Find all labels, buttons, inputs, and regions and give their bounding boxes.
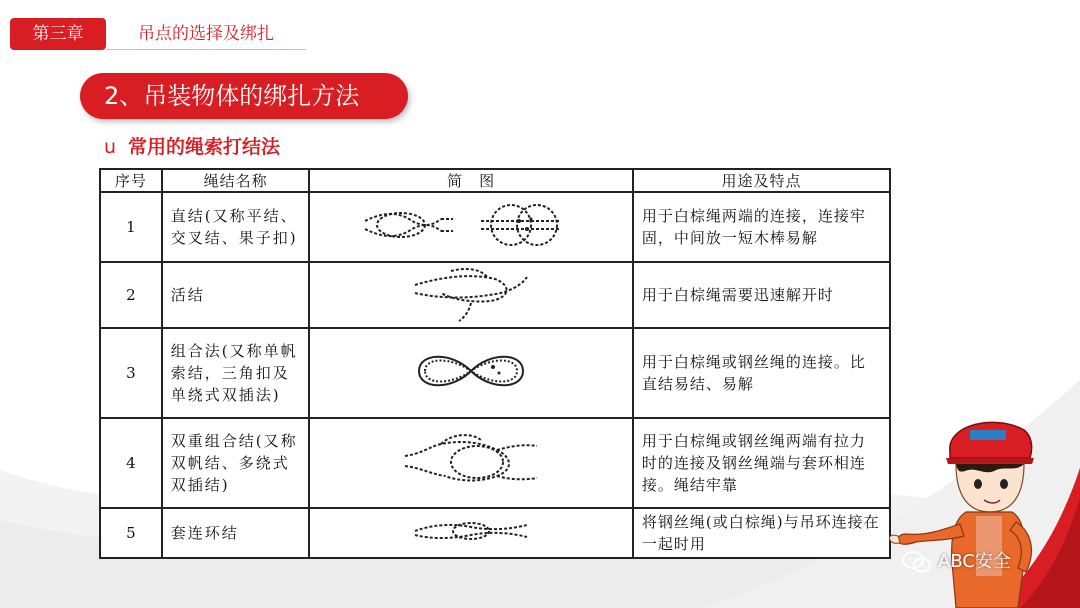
table-row [100,418,890,508]
square-knot-icon [361,199,581,251]
section-title: 2、吊装物体的绑扎方法 [80,73,408,119]
ring-hitch-icon [411,517,531,545]
knot-name: 双重组合结(又称双帆结、多绕式双插结) [162,418,310,508]
header-usage: 用途及特点 [633,169,890,192]
subheading-text: 常用的绳索打结法 [128,136,281,158]
knot-diagram-cell [309,262,633,328]
knot-name: 套连环结 [162,508,310,558]
knot-table [99,168,891,559]
header-diagram: 简 图 [309,169,633,192]
header-knot-name: 绳结名称 [162,169,310,192]
subheading [104,132,280,162]
knot-usage: 用于白棕绳或钢丝绳的连接。比直结易结、易解 [633,328,890,418]
chapter-title: 吊点的选择及绑扎 [138,24,274,44]
chapter-tag: 第三章 [10,18,106,50]
row-number: 3 [100,328,162,418]
knot-name: 直结(又称平结、交叉结、果子扣) [162,192,310,262]
sheet-bend-icon [411,343,531,399]
table-row [100,508,890,558]
knot-diagram-cell [309,328,633,418]
knot-usage: 用于白棕绳或钢丝绳两端有拉力时的连接及钢丝绳端与套环相连接。绳结牢靠 [633,418,890,508]
watermark-text: ABC安全 [938,551,1011,572]
table-header-row [100,169,890,192]
knot-usage: 将钢丝绳(或白棕绳)与吊环连接在一起时用 [633,508,890,558]
row-number: 5 [100,508,162,558]
knot-diagram-cell [309,418,633,508]
table-row [100,192,890,262]
chapter-divider [106,49,306,50]
knot-diagram-cell [309,508,633,558]
table-row [100,262,890,328]
knot-diagram-cell [309,192,633,262]
knot-name: 组合法(又称单帆索结，三角扣及单绕式双插法) [162,328,310,418]
table-row [100,328,890,418]
knot-usage: 用于白棕绳两端的连接，连接牢固，中间放一短木棒易解 [633,192,890,262]
header-number: 序号 [100,169,162,192]
bullet-marker: u [104,136,117,158]
worker-mascot-icon [886,412,1046,608]
wechat-icon [902,550,932,574]
watermark [902,548,1011,576]
row-number: 1 [100,192,162,262]
knot-usage: 用于白棕绳需要迅速解开时 [633,262,890,328]
slip-knot-icon [411,263,531,323]
double-sheet-bend-icon [401,426,541,496]
row-number: 4 [100,418,162,508]
row-number: 2 [100,262,162,328]
knot-name: 活结 [162,262,310,328]
